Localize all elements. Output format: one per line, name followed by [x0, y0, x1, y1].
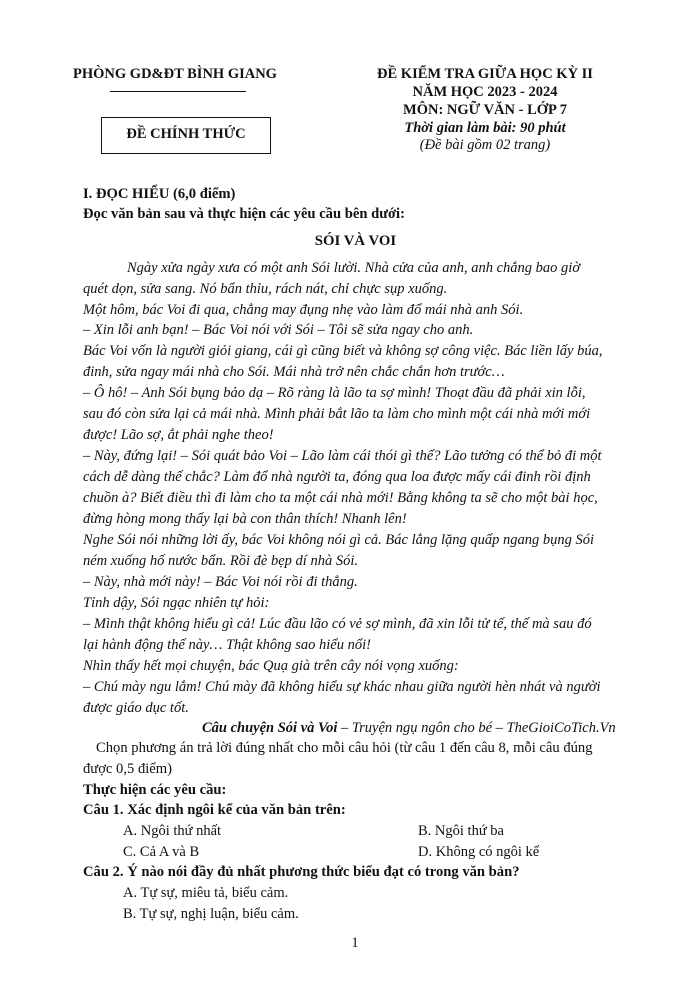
section-instruction: Đọc văn bản sau và thực hiện các yêu cầu bên dưới:	[83, 206, 405, 222]
pages-note: (Đề bài gồm 02 trang)	[419, 137, 551, 153]
story-line: Bác Voi vốn là người giỏi giang, cái gì cũng biết và không sợ công việc. Bác liền lấy búa,	[83, 343, 603, 359]
story-source	[202, 720, 616, 737]
story-line: chuồn à? Biết điều thì đi làm cho ta một cái nhà mới! Bằng không ta sẽ cho một bài học,	[83, 490, 598, 506]
official-label: ĐỀ CHÍNH THỨC	[126, 126, 246, 142]
department-name: PHÒNG GD&ĐT BÌNH GIANG	[73, 66, 277, 82]
story-line: cách dễ dàng thế chắc? Làm đổ nhà người ta, đóng qua loa được mấy cái đinh rồi định	[83, 469, 591, 485]
exam-title: ĐỀ KIỂM TRA GIỮA HỌC KỲ II	[377, 66, 593, 82]
story-line: – Xin lỗi anh bạn! – Bác Voi nói với Sói – Tôi sẽ sửa ngay cho anh.	[83, 322, 474, 338]
task-heading: Thực hiện các yêu cầu:	[83, 782, 227, 798]
story-line: được! Lão sợ, ắt phải nghe theo!	[83, 427, 274, 443]
mcq-intro-line2: được 0,5 điểm)	[83, 761, 172, 777]
mcq-intro-line1: Chọn phương án trả lời đúng nhất cho mỗi câu hỏi (từ câu 1 đến câu 8, mỗi câu đúng	[96, 740, 593, 756]
question-1: Câu 1. Xác định ngôi kể của văn bản trên:	[83, 802, 346, 818]
story-line: Một hôm, bác Voi đi qua, chẳng may đụng nhẹ vào làm đổ mái nhà anh Sói.	[83, 302, 524, 318]
story-line: – Này, nhà mới này! – Bác Voi nói rồi đi thẳng.	[83, 574, 358, 590]
question-2: Câu 2. Ý nào nói đầy đủ nhất phương thức biểu đạt có trong văn bản?	[83, 864, 520, 880]
story-line: – Chú mày ngu lắm! Chú mày đã không hiểu sự khác nhau giữa người hèn nhát và người	[83, 679, 601, 695]
section-heading: I. ĐỌC HIỂU (6,0 điểm)	[83, 186, 236, 202]
story-source-title: Câu chuyện Sói và Voi	[202, 720, 338, 736]
story-line: – Ô hô! – Anh Sói bụng bảo dạ – Rõ ràng là lão ta sợ mình! Thoạt đầu đã phải xin lỗi,	[83, 385, 586, 401]
story-line: Tỉnh dậy, Sói ngạc nhiên tự hỏi:	[83, 595, 270, 611]
department-underline	[110, 91, 246, 92]
page-number: 1	[351, 935, 359, 951]
story-source-rest: – Truyện ngụ ngôn cho bé – TheGioiCoTich.Vn	[337, 720, 616, 736]
story-line: được giáo dục tốt.	[83, 700, 189, 716]
story-line: – Này, đứng lại! – Sói quát bảo Voi – Lão làm cái thói gì thế? Lão tưởng có thể bỏ đi một	[83, 448, 602, 464]
q2-option-b: B. Tự sự, nghị luận, biểu cảm.	[123, 906, 299, 922]
story-line: sau đó còn sửa lại cả mái nhà. Mình phải bắt lão ta làm cho mình một cái nhà mới mới	[83, 406, 591, 422]
story-title: SÓI VÀ VOI	[314, 233, 397, 249]
q1-option-d: D. Không có ngôi kể	[418, 844, 540, 860]
story-line: ném xuống hố nước bẩn. Rồi đè bẹp dí nhà Sói.	[83, 553, 358, 569]
school-year: NĂM HỌC 2023 - 2024	[412, 84, 558, 100]
q1-option-c: C. Cả A và B	[123, 844, 200, 860]
story-line: Nhìn thấy hết mọi chuyện, bác Quạ già trên cây nói vọng xuống:	[83, 658, 459, 674]
story-line: – Mình thật không hiểu gì cả! Lúc đầu lão có vẻ sợ mình, đã xin lỗi tử tế, thế mà sau đó	[83, 616, 592, 632]
q2-option-a: A. Tự sự, miêu tả, biểu cảm.	[123, 885, 289, 901]
story-line: đinh, sửa ngay mái nhà cho Sói. Mái nhà trở nên chắc chắn hơn trước…	[83, 364, 505, 380]
story-line: Ngày xửa ngày xưa có một anh Sói lười. Nhà cửa của anh, anh chẳng bao giờ	[127, 260, 581, 276]
duration-line: Thời gian làm bài: 90 phút	[404, 120, 566, 136]
subject-line: MÔN: NGỮ VĂN - LỚP 7	[403, 102, 567, 118]
story-line: quét dọn, sửa sang. Nó bẩn thỉu, rách nát, chỉ chực sụp xuống.	[83, 281, 448, 297]
story-line: Nghe Sói nói những lời ấy, bác Voi không nói gì cả. Bác lẳng lặng quấp ngang bụng Sói	[83, 532, 595, 548]
q1-option-b: B. Ngôi thứ ba	[418, 823, 504, 839]
q1-option-a: A. Ngôi thứ nhất	[123, 823, 222, 839]
story-line: đừng hòng mong thấy lại bà con thân thích! Nhanh lên!	[83, 511, 407, 527]
story-line: lại hành động thế này… Thật không sao hiểu nổi!	[83, 637, 371, 653]
